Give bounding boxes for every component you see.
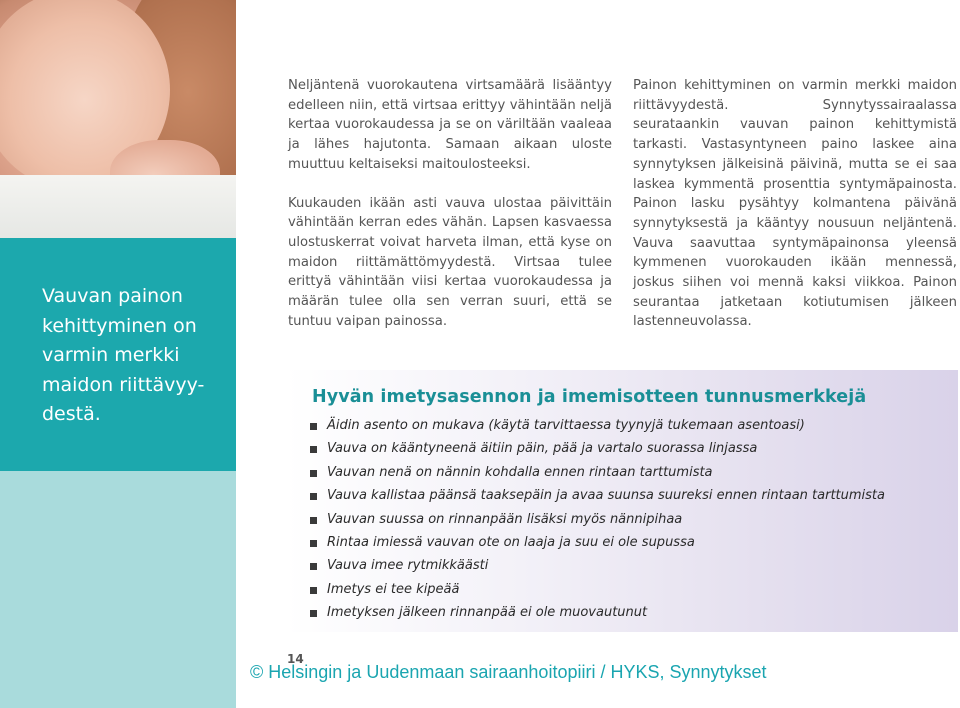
list-item: Imetyksen jälkeen rinnanpää ei ole muovautunut	[310, 603, 885, 626]
paragraph: Painon kehittyminen on varmin merkki maidon riittävyydestä. Synnytyssairaalassa seurataankin vauvan painon kehittymistä tarkasti. Vastasyntyneen paino laskee aina synnytyksen jälkeisinä päivinä, mutta se ei saa laskea kymmentä prosenttia syntymäpainosta. Painon lasku pysähtyy kolmantena päivänä synnytyksestä ja kääntyy nousuun neljäntenä. Vauva saavuttaa syntymäpainonsa yleensä kymmenen vuorokauden ikään mennessä, joskus siihen voi mennä kaksi viikkoa. Painon seurantaa jatketaan kotiutumisen jälkeen lastenneuvolassa.	[633, 78, 957, 330]
tips-list	[310, 416, 885, 627]
bullet-square-icon	[310, 563, 317, 570]
list-item: Vauvan suussa on rinnanpään lisäksi myös nännipihaa	[310, 510, 885, 533]
bullet-square-icon	[310, 587, 317, 594]
tips-box-title: Hyvän imetysasennon ja imemisotteen tunnusmerkkejä	[312, 387, 867, 407]
bullet-square-icon	[310, 446, 317, 453]
page-number: 14	[287, 652, 304, 666]
sidebar-pale-strip	[0, 471, 236, 708]
bullet-square-icon	[310, 517, 317, 524]
list-item: Vauvan nenä on nännin kohdalla ennen rintaan tarttumista	[310, 463, 885, 486]
bullet-square-icon	[310, 540, 317, 547]
copyright-footer: © Helsingin ja Uudenmaan sairaanhoitopiiri / HYKS, Synnytykset	[250, 662, 767, 682]
right-text-column	[633, 76, 957, 332]
list-item: Vauva on kääntyneenä äitiin päin, pää ja vartalo suorassa linjassa	[310, 439, 885, 462]
list-item: Äidin asento on mukava (käytä tarvittaessa tyynyjä tukemaan asentoasi)	[310, 416, 885, 439]
bullet-square-icon	[310, 493, 317, 500]
photo-cloth	[0, 175, 236, 238]
breastfeeding-photo	[0, 0, 236, 238]
paragraph: Kuukauden ikään asti vauva ulostaa päivittäin vähintään kerran edes vähän. Lapsen kasvaessa ulostuskerrat voivat harveta ilman, että kyse on maidon riittämättömyydestä. Virtsaa tulee erittyä vähintään viisi kertaa vuorokaudessa ja määrän tulee olla sen verran suuri, että se tuntuu vaipan painossa.	[288, 195, 612, 329]
left-text-column	[288, 76, 612, 331]
bullet-square-icon	[310, 423, 317, 430]
bullet-square-icon	[310, 470, 317, 477]
list-item: Imetys ei tee kipeää	[310, 580, 885, 603]
list-item: Vauva imee rytmikkäästi	[310, 556, 885, 579]
sidebar-title: Vauvan painon kehittyminen on varmin merkki maidon riittävyy-destä.	[42, 285, 205, 425]
bullet-square-icon	[310, 610, 317, 617]
list-item: Rintaa imiessä vauvan ote on laaja ja suu ei ole supussa	[310, 533, 885, 556]
list-item: Vauva kallistaa päänsä taaksepäin ja avaa suunsa suureksi ennen rintaan tarttumista	[310, 486, 885, 509]
paragraph: Neljäntenä vuorokautena virtsamäärä lisääntyy edelleen niin, että virtsaa erittyy vähintään neljä kertaa vuorokaudessa ja se on väriltään vaaleaa ja lähes hajutonta. Samaan aikaan uloste muuttuu keltaiseksi maitoulosteeksi.	[288, 78, 612, 172]
